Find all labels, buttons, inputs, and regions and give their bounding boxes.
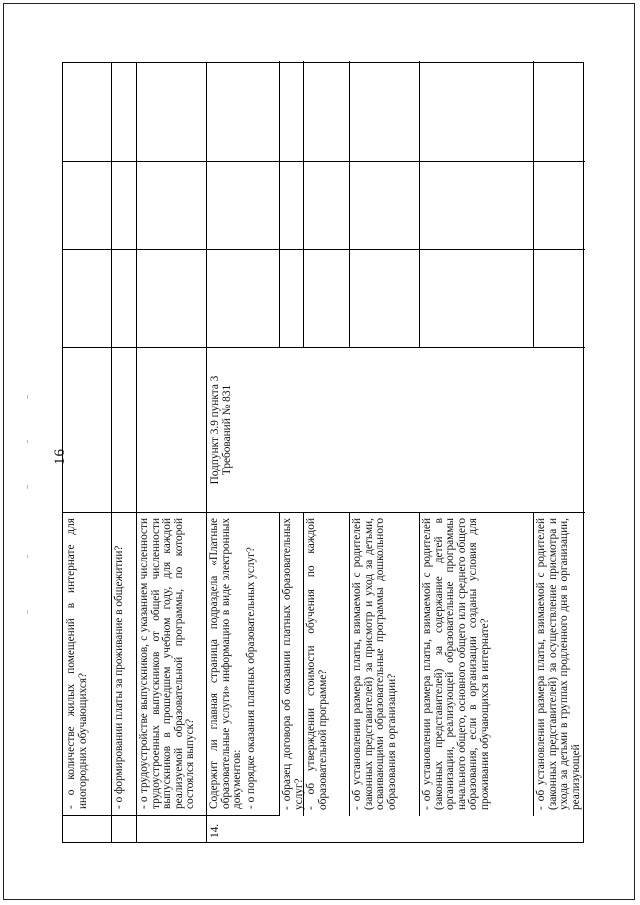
table-row [136, 63, 206, 842]
table-row [419, 63, 533, 842]
scan-artifact [27, 610, 28, 614]
table-row [111, 63, 136, 842]
answer-cell [279, 61, 303, 162]
answer-cell [206, 61, 279, 162]
question-cell: - об установлении размера платы, взимаемой с родителей (законных представителей) за присмотр и уход за детьми, осваивающими образовательные программы дошкольного образования в организации? [351, 518, 398, 810]
scan-artifact [27, 555, 28, 558]
row-number-cell: 14. [209, 823, 221, 838]
question-cell [206, 513, 279, 816]
answer-cell [349, 162, 419, 250]
answer-cell [111, 162, 136, 250]
question-intro: Содержит ли главная страница подраздела «Платные образовательные услуги» информацию в виде электронных документов: [208, 518, 244, 809]
question-cell: - о трудоустройстве выпускников, с указанием численности трудоустроенных выпускников от общей численности выпускников в прошедшем учебном году, для каждой реализуемой образовательной программы, по которой состоялся выпуск? [136, 513, 206, 816]
row-number-cell [136, 816, 206, 842]
answer-cell [533, 162, 585, 250]
question-cell: - об установлении размера платы, взимаемой с родителей (законных представителей) за осуществление присмотра и ухода за детьми в группах продленного дня в организации, реализующей [535, 518, 582, 810]
row-number-cell [111, 816, 136, 842]
answer-cell [419, 162, 533, 250]
page-number: 16 [52, 448, 68, 465]
question-cell: - о количестве жилых помещений в интернате для иногородних обучающихся? [63, 513, 111, 816]
answer-cell [419, 250, 533, 348]
question-cell: - об установлении размера платы, взимаемой с родителей (законных представителей) за содержание детей в организации, реализующей образовательные программы начального общего, основного общего или среднего общего образования, если в организации созданы условия для проживания обучающихся в интернате? [421, 518, 491, 810]
checklist-table [62, 62, 584, 843]
question-cell: - образец договора об оказании платных образовательных услуг? [281, 518, 305, 810]
answer-cell [63, 250, 111, 348]
reference-cell [111, 348, 136, 513]
table-row [349, 63, 419, 842]
scan-artifact [27, 395, 28, 399]
answer-cell [63, 162, 111, 250]
scan-artifact [27, 485, 28, 489]
reference-cell [136, 348, 206, 513]
table-row [63, 63, 111, 842]
answer-cell [303, 250, 349, 348]
answer-cell [136, 250, 206, 348]
answer-cell [349, 61, 419, 162]
answer-cell [533, 61, 585, 162]
table-row [303, 63, 349, 842]
answer-cell [136, 61, 206, 162]
question-item: - о порядке оказания платных образовательных услуг? [244, 547, 257, 809]
reference-cell: Подпункт 3.9 пункта 3 Требований № 831 [206, 348, 585, 513]
answer-cell [419, 61, 533, 162]
answer-cell [111, 61, 136, 162]
answer-cell [279, 250, 303, 348]
question-cell: - о формировании платы за проживание в общежитии? [111, 513, 136, 816]
answer-cell [279, 162, 303, 250]
row-number-cell [63, 816, 111, 842]
answer-cell [111, 250, 136, 348]
answer-cell [206, 250, 279, 348]
question-cell: - об утверждении стоимости обучения по каждой образовательной программе? [305, 518, 329, 810]
answer-cell [63, 61, 111, 162]
answer-cell [206, 162, 279, 250]
answer-cell [303, 61, 349, 162]
table-row [279, 63, 303, 842]
scan-artifact [27, 440, 28, 443]
answer-cell [136, 162, 206, 250]
answer-cell [533, 250, 585, 348]
table-row [533, 63, 585, 842]
table-row [206, 63, 279, 842]
answer-cell [303, 162, 349, 250]
reference-cell [63, 348, 111, 513]
answer-cell [349, 250, 419, 348]
